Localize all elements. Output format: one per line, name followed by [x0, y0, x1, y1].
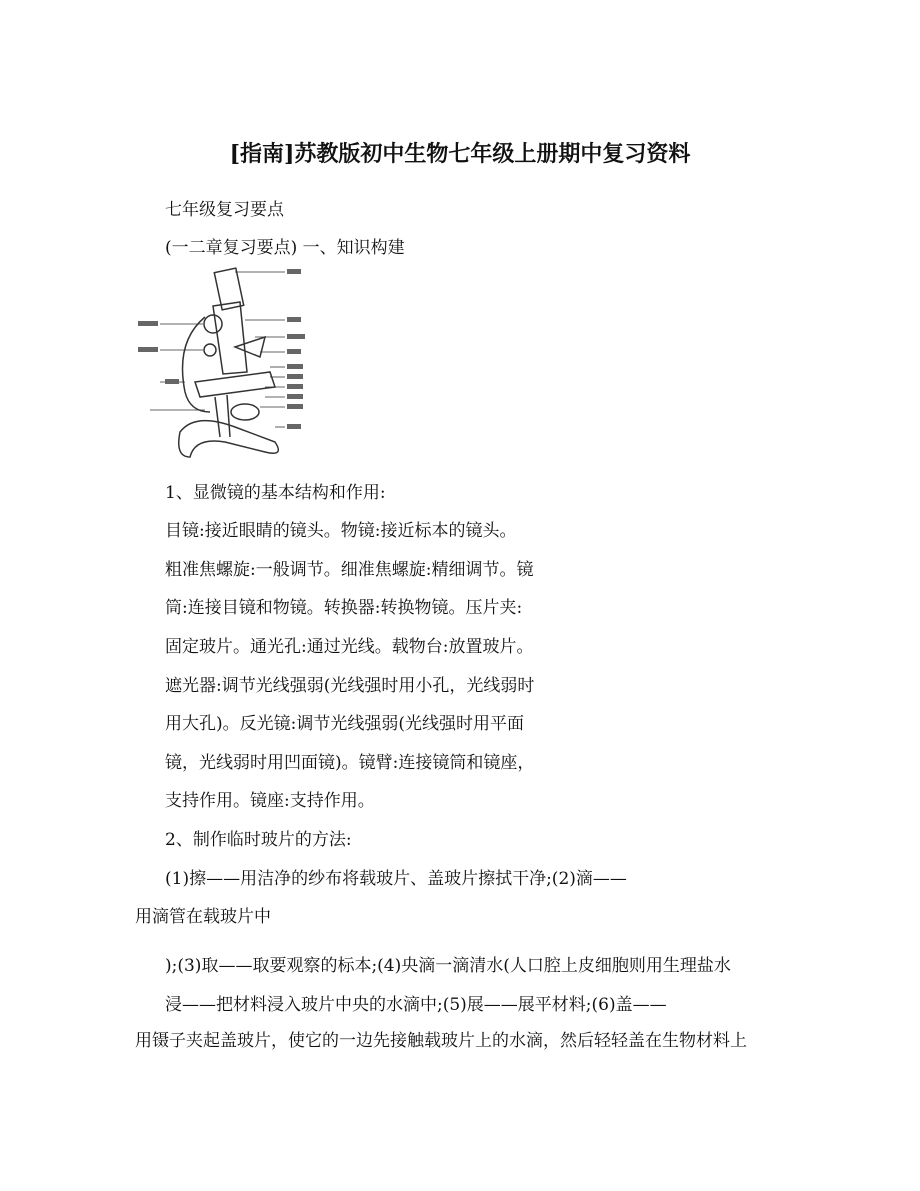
paragraph-line: 1、显微镜的基本结构和作用: — [165, 483, 386, 503]
microscope-diagram — [135, 262, 340, 462]
paragraph-line: 用镊子夹起盖玻片，使它的一边先接触载玻片上的水滴，然后轻轻盖在生物材料上 — [135, 1031, 747, 1051]
paragraph-line: );(3)取——取要观察的标本;(4)央滴一滴清水(人口腔上皮细胞则用生理盐水 — [165, 956, 731, 976]
paragraph-line: 遮光器:调节光线强弱(光线强时用小孔，光线弱时 — [165, 676, 535, 696]
paragraph-line: 2、制作临时玻片的方法: — [165, 830, 352, 850]
paragraph-line: 浸——把材料浸入玻片中央的水滴中;(5)展——展平材料;(6)盖—— — [165, 995, 667, 1015]
paragraph-line: 筒:连接目镜和物镜。转换器:转换物镜。压片夹: — [165, 598, 523, 618]
paragraph-line: 固定玻片。通光孔:通过光线。载物台:放置玻片。 — [165, 637, 534, 657]
paragraph-line: 七年级复习要点 — [165, 200, 284, 220]
paragraph-line: 镜，光线弱时用凹面镜)。镜臂:连接镜筒和镜座， — [165, 753, 535, 773]
document-title: [指南]苏教版初中生物七年级上册期中复习资料 — [229, 141, 691, 167]
paragraph-line: 目镜:接近眼睛的镜头。物镜:接近标本的镜头。 — [165, 521, 517, 541]
paragraph-line: 支持作用。镜座:支持作用。 — [165, 791, 375, 811]
paragraph-line: 粗准焦螺旋:一般调节。细准焦螺旋:精细调节。镜 — [165, 560, 534, 580]
paragraph-line: (一二章复习要点) 一、知识构建 — [165, 238, 405, 258]
paragraph-line: 用滴管在载玻片中 — [135, 907, 271, 927]
paragraph-line: 用大孔)。反光镜:调节光线强弱(光线强时用平面 — [165, 714, 524, 734]
paragraph-line: (1)擦——用洁净的纱布将载玻片、盖玻片擦拭干净;(2)滴—— — [165, 869, 627, 889]
